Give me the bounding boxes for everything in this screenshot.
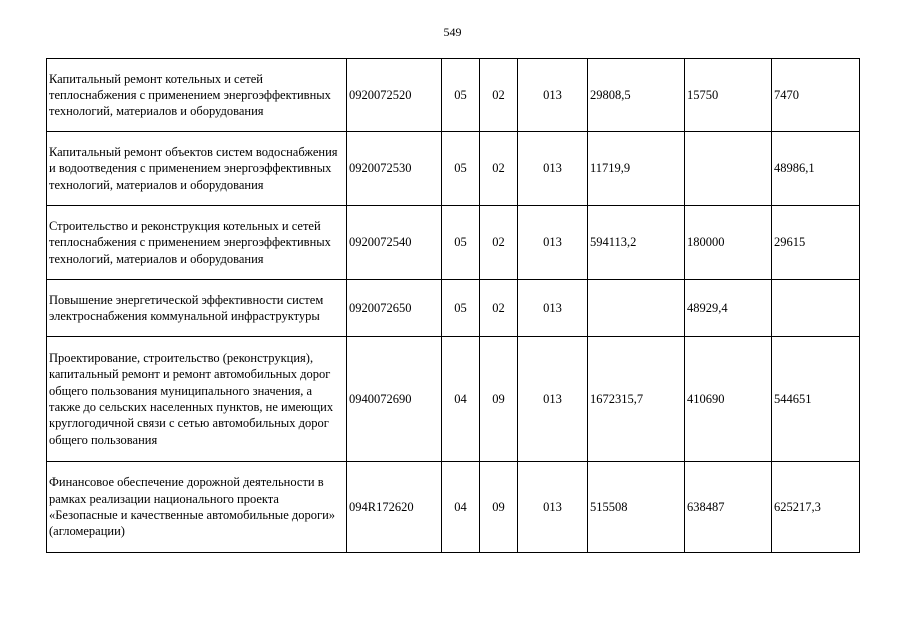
- row-amount-1: [588, 280, 685, 337]
- row-amount-3: 7470: [772, 59, 860, 132]
- table-row: [47, 59, 860, 132]
- row-description: Капитальный ремонт котельных и сетей теплоснабжения с применением энергоэффективных технологий, материалов и оборудования: [47, 59, 347, 132]
- table-row: [47, 337, 860, 462]
- row-section: 05: [442, 206, 480, 280]
- row-expense-type: 013: [518, 132, 588, 206]
- row-subsection: 02: [480, 132, 518, 206]
- row-amount-2: 638487: [685, 462, 772, 553]
- row-description: Повышение энергетической эффективности систем электроснабжения коммунальной инфраструктуры: [47, 280, 347, 337]
- row-section: 05: [442, 59, 480, 132]
- row-amount-1: 594113,2: [588, 206, 685, 280]
- row-expense-type: 013: [518, 206, 588, 280]
- row-amount-2: [685, 132, 772, 206]
- row-target-code: 0940072690: [347, 337, 442, 462]
- row-subsection: 02: [480, 59, 518, 132]
- row-expense-type: 013: [518, 462, 588, 553]
- row-amount-1: 1672315,7: [588, 337, 685, 462]
- row-target-code: 094R172620: [347, 462, 442, 553]
- row-expense-type: 013: [518, 337, 588, 462]
- row-amount-2: 180000: [685, 206, 772, 280]
- table-row: [47, 280, 860, 337]
- row-description: Финансовое обеспечение дорожной деятельности в рамках реализации национального проекта «Безопасные и качественные автомобильные дороги» (агломерации): [47, 462, 347, 553]
- row-section: 05: [442, 280, 480, 337]
- row-subsection: 02: [480, 280, 518, 337]
- row-description: Строительство и реконструкция котельных и сетей теплоснабжения с применением энергоэффективных технологий, материалов и оборудования: [47, 206, 347, 280]
- row-amount-3: 625217,3: [772, 462, 860, 553]
- table-row: [47, 132, 860, 206]
- row-amount-2: 15750: [685, 59, 772, 132]
- row-amount-2: 410690: [685, 337, 772, 462]
- table-row: [47, 206, 860, 280]
- row-target-code: 0920072540: [347, 206, 442, 280]
- row-subsection: 02: [480, 206, 518, 280]
- row-description: Капитальный ремонт объектов систем водоснабжения и водоотведения с применением энергоэффективных технологий, материалов и оборудования: [47, 132, 347, 206]
- budget-table: [46, 58, 860, 553]
- row-subsection: 09: [480, 337, 518, 462]
- row-expense-type: 013: [518, 280, 588, 337]
- row-section: 04: [442, 462, 480, 553]
- row-amount-3: [772, 280, 860, 337]
- page-number: 549: [443, 25, 462, 39]
- row-target-code: 0920072520: [347, 59, 442, 132]
- row-section: 04: [442, 337, 480, 462]
- row-amount-2: 48929,4: [685, 280, 772, 337]
- row-description: Проектирование, строительство (реконструкция), капитальный ремонт и ремонт автомобильных дорог общего пользования муниципального значения, а также до сельских населенных пунктов, не имеющих круглогодичной связи с сетью автомобильных дорог общего пользования: [47, 337, 347, 462]
- row-amount-3: 29615: [772, 206, 860, 280]
- row-amount-3: 48986,1: [772, 132, 860, 206]
- row-amount-3: 544651: [772, 337, 860, 462]
- row-section: 05: [442, 132, 480, 206]
- table-row: [47, 462, 860, 553]
- row-amount-1: 29808,5: [588, 59, 685, 132]
- row-amount-1: 11719,9: [588, 132, 685, 206]
- row-target-code: 0920072530: [347, 132, 442, 206]
- row-subsection: 09: [480, 462, 518, 553]
- row-amount-1: 515508: [588, 462, 685, 553]
- row-expense-type: 013: [518, 59, 588, 132]
- row-target-code: 0920072650: [347, 280, 442, 337]
